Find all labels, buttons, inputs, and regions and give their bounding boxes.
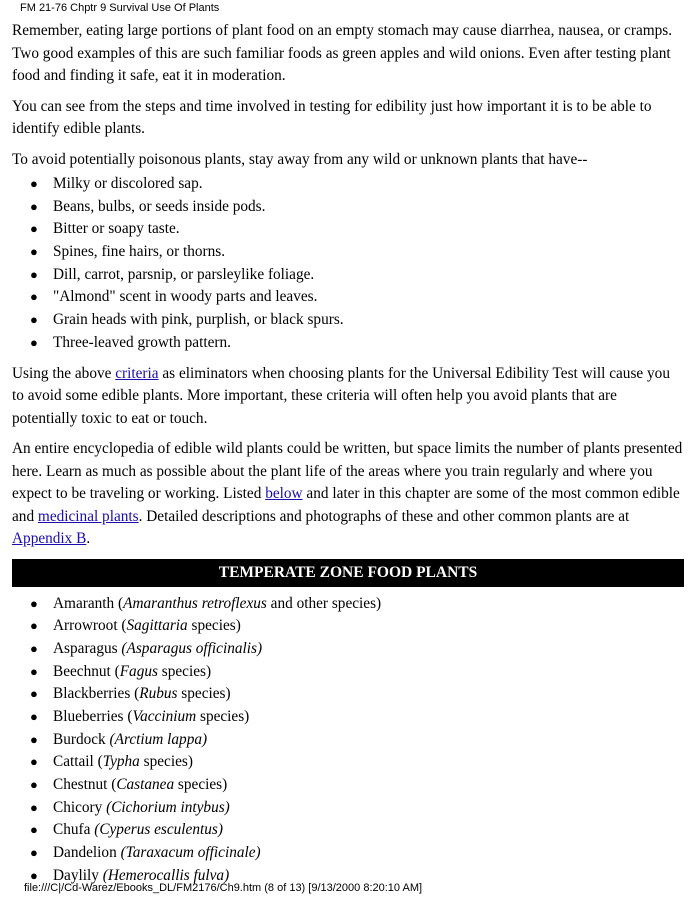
paragraph-moderation: Remember, eating large portions of plant food on an empty stomach may cause diarrhea, nausea, or cramps. Two good examples of this are such familiar foods as green apples and wild onions. Even after testing plant food and finding it safe, eat it in moderation. [12, 22, 673, 84]
list-item: ● Grain heads with pink, purplish, or black spurs. [12, 309, 684, 332]
list-item: ● Blueberries (Vaccinium species) [12, 706, 684, 729]
list-item: ● "Almond" scent in woody parts and leaves. [12, 286, 684, 309]
list-item: ● Asparagus (Asparagus officinalis) [12, 638, 684, 661]
paragraph-encyclopedia: An entire encyclopedia of edible wild plants could be written, but space limits the number of plants presented here. Learn as much as possible about the plant life of the areas where you train regularly and where you expect to be traveling or working. Listed below and later in this chapter are some of the most common edible and medicinal plants. Detailed descriptions and photographs of these and other common plants are at Appendix B. [12, 440, 683, 547]
list-item: ● Chicory (Cichorium intybus) [12, 797, 684, 820]
paragraph-avoid-intro: To avoid potentially poisonous plants, stay away from any wild or unknown plants that have-- [12, 150, 588, 168]
appendix-b-link[interactable]: Appendix B [12, 530, 87, 547]
document-body [12, 20, 684, 895]
list-item: ● Cattail (Typha species) [12, 751, 684, 774]
paragraph-identify: You can see from the steps and time involved in testing for edibility just how important it is to be able to identify edible plants. [12, 97, 652, 137]
list-item: ● Three-leaved growth pattern. [12, 332, 684, 355]
plant-list [12, 593, 684, 888]
list-item: ● Chestnut (Castanea species) [12, 774, 684, 797]
list-item: ● Bitter or soapy taste. [12, 218, 684, 241]
section-banner: TEMPERATE ZONE FOOD PLANTS [12, 559, 684, 587]
list-item: ● Chufa (Cyperus esculentus) [12, 819, 684, 842]
page-header: FM 21-76 Chptr 9 Survival Use Of Plants [20, 2, 220, 14]
page-footer: file:///C|/Cd-Warez/Ebooks_DL/FM2176/Ch9.htm (8 of 13) [9/13/2000 8:20:10 AM] [24, 882, 423, 894]
list-item: ● Beans, bulbs, or seeds inside pods. [12, 196, 684, 219]
below-link[interactable]: below [265, 485, 303, 502]
list-item: ● Dandelion (Taraxacum officinale) [12, 842, 684, 865]
list-item: ● Blackberries (Rubus species) [12, 683, 684, 706]
list-item: ● Spines, fine hairs, or thorns. [12, 241, 684, 264]
list-item: ● Dill, carrot, parsnip, or parsleylike foliage. [12, 264, 684, 287]
paragraph-criteria: Using the above criteria as eliminators when choosing plants for the Universal Edibility Test will cause you to avoid some edible plants. More important, these criteria will often help you avoid plants that are potentially toxic to eat or touch. [12, 364, 670, 427]
medicinal-plants-link[interactable]: medicinal plants [37, 507, 139, 525]
warning-list [12, 173, 684, 355]
list-item: ● Beechnut (Fagus species) [12, 661, 684, 684]
list-item: ● Burdock (Arctium lappa) [12, 729, 684, 752]
list-item: ● Milky or discolored sap. [12, 173, 684, 196]
list-item: ● Amaranth (Amaranthus retroflexus and other species) [12, 593, 684, 616]
criteria-link[interactable]: criteria [115, 364, 159, 382]
list-item: ● Daylily (Hemerocallis fulva) [12, 865, 684, 888]
list-item: ● Arrowroot (Sagittaria species) [12, 615, 684, 638]
